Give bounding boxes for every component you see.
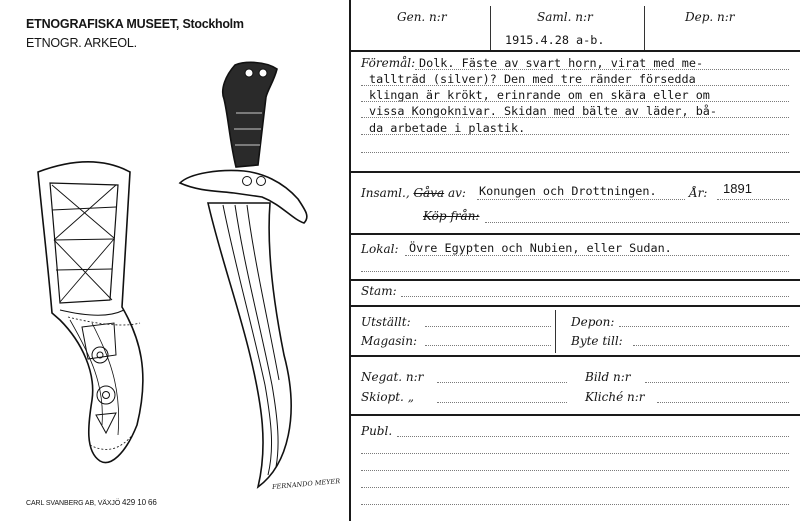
foremal-line-1: Dolk. Fäste av svart horn, virat med me- (419, 56, 704, 70)
number-divider-1 (490, 6, 491, 50)
gava-struck-label: Gåva (413, 186, 445, 200)
foremal-line-4: vissa Kongoknivar. Skidan med bälte av läder, bå- (369, 104, 718, 118)
foremal-section-rule (349, 171, 800, 173)
catalogue-card (349, 0, 800, 521)
museum-name: ETNOGRAFISKA MUSEET, (26, 17, 180, 31)
ruled-line (361, 152, 789, 153)
utstallt-divider (555, 310, 556, 353)
foremal-line-3: klingan är krökt, erinrande om en skära eller om (369, 88, 710, 102)
foremal-label: Föremål: (361, 56, 416, 70)
printer-name: CARL SVANBERG AB, VÄXJÖ (26, 500, 121, 507)
number-divider-2 (644, 6, 645, 50)
ruled-line (477, 199, 685, 200)
skiopt-label: Skiopt. „ (361, 390, 414, 404)
insaml-label-text: Insaml., (361, 186, 410, 200)
ruled-line (425, 326, 551, 327)
insaml-value: Konungen och Drottningen. (479, 184, 657, 198)
ruled-line (633, 345, 789, 346)
number-row-rule (349, 50, 800, 52)
publ-label: Publ. (361, 424, 393, 438)
kop-fran-label: Köp från: (423, 209, 480, 223)
ruled-line (405, 255, 789, 256)
printer-imprint (26, 499, 157, 508)
ruled-line (361, 271, 789, 272)
ruled-line (361, 453, 789, 454)
lokal-label: Lokal: (361, 242, 399, 256)
ruled-line (361, 85, 789, 86)
ruled-line (361, 117, 789, 118)
ruled-line (415, 69, 789, 70)
stam-section-rule (349, 305, 800, 307)
bild-nr-label: Bild n:r (585, 370, 631, 384)
ruled-line (361, 487, 789, 488)
ruled-line (361, 470, 789, 471)
depon-label: Depon: (571, 315, 615, 329)
saml-nr-label: Saml. n:r (537, 10, 593, 24)
museum-department: ETNOGR. ARKEOL. (26, 36, 137, 50)
ruled-line (619, 326, 789, 327)
foremal-line-5: da arbetade i plastik. (369, 121, 526, 135)
ruled-line (485, 222, 789, 223)
utstallt-section-rule (349, 355, 800, 357)
dep-nr-label: Dep. n:r (685, 10, 735, 24)
form-number: 429 10 66 (122, 498, 157, 507)
dagger-illustration (30, 55, 350, 500)
ruled-line (425, 345, 551, 346)
negat-section-rule (349, 414, 800, 416)
ruled-line (361, 504, 789, 505)
ar-label: År: (689, 186, 708, 200)
illustrator-signature: FERNANDO MEYER (271, 477, 341, 491)
museum-city: Stockholm (182, 17, 244, 31)
kliche-nr-label: Kliché n:r (585, 390, 645, 404)
ruled-line (397, 436, 789, 437)
ruled-line (437, 382, 567, 383)
ruled-line (361, 134, 789, 135)
stam-label: Stam: (361, 284, 397, 298)
ruled-line (657, 402, 789, 403)
av-label: av: (447, 186, 466, 200)
lokal-section-rule (349, 279, 800, 281)
utstallt-label: Utställt: (361, 315, 411, 329)
lokal-value: Övre Egypten och Nubien, eller Sudan. (409, 241, 672, 255)
saml-nr-value: 1915.4.28 a-b. (505, 33, 605, 47)
negat-nr-label: Negat. n:r (361, 370, 424, 384)
ruled-line (361, 101, 789, 102)
ruled-line (401, 296, 789, 297)
card-left-border (349, 0, 351, 521)
ar-value: 1891 (723, 181, 752, 196)
insaml-label (361, 186, 466, 200)
insaml-section-rule (349, 233, 800, 235)
foremal-line-2: tallträd (silver)? Den med tre ränder försedda (369, 72, 696, 86)
gen-nr-label: Gen. n:r (397, 10, 447, 24)
byte-till-label: Byte till: (571, 334, 623, 348)
ruled-line (717, 199, 789, 200)
sheath-drawing (38, 162, 143, 463)
ruled-line (645, 382, 789, 383)
museum-name-heading (26, 17, 244, 31)
ruled-line (437, 402, 567, 403)
magasin-label: Magasin: (361, 334, 418, 348)
dagger-drawing (180, 62, 307, 487)
